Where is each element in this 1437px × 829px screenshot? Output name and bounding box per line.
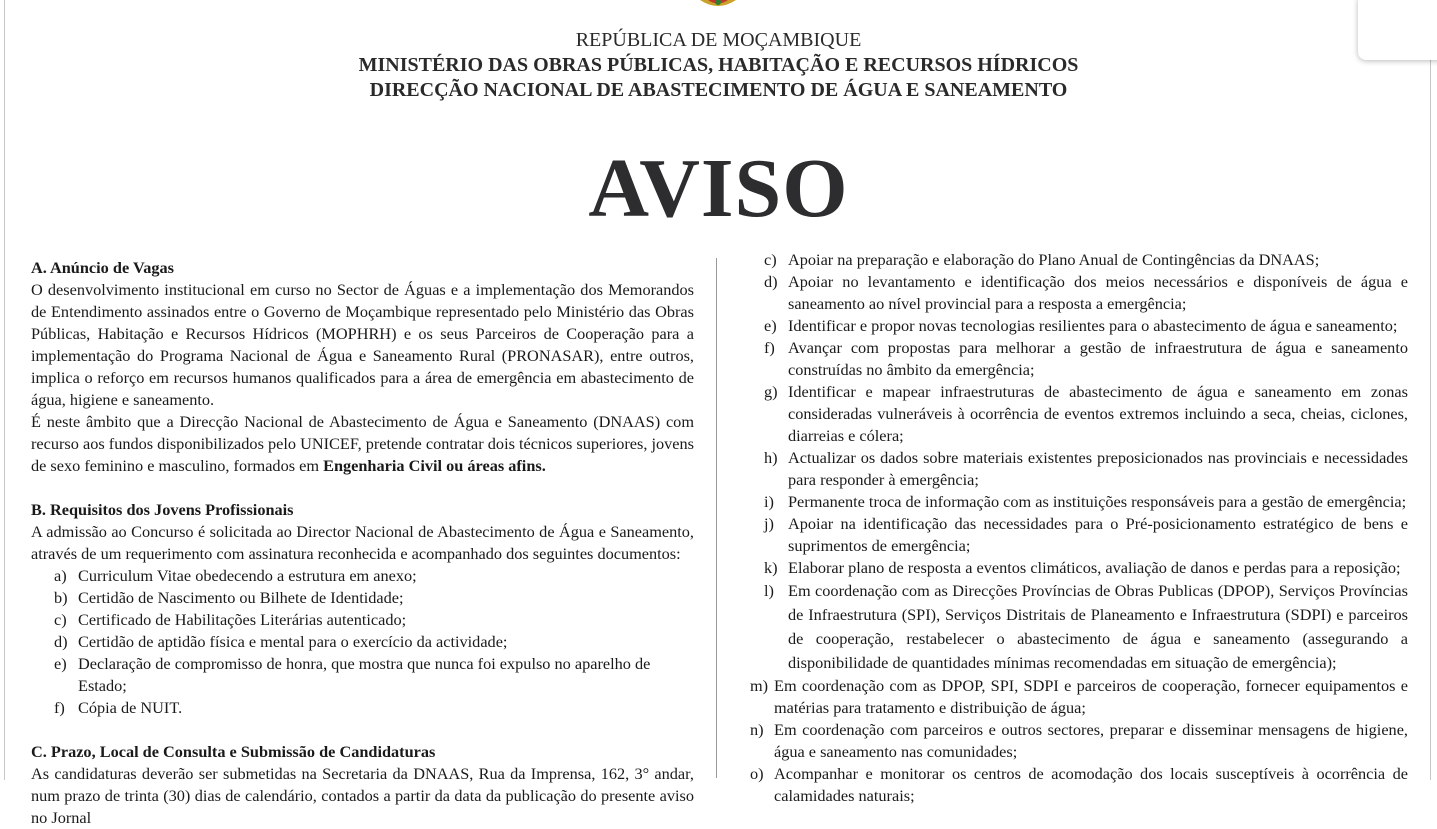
list-item-text: Em coordenação com as DPOP, SPI, SDPI e parceiros de cooperação, fornecer equipamentos e matérias para tratamento e distribuição de água; [774, 676, 1408, 717]
list-item [31, 609, 694, 631]
header-ministry: MINISTÉRIO DAS OBRAS PÚBLICAS, HABITAÇÃO E RECURSOS HÍDRICOS [358, 54, 1079, 76]
list-marker: f) [54, 698, 65, 717]
header-republic: REPÚBLICA DE MOÇAMBIQUE [575, 29, 862, 51]
list-marker: o) [750, 764, 764, 783]
page-title: AVISO [588, 142, 849, 235]
header-directorate: DIRECÇÃO NACIONAL DE ABASTECIMENTO DE ÁGUA E SANEAMENTO [369, 79, 1068, 101]
list-item [750, 337, 1408, 381]
list-item-text: Em coordenação com as Direcções Províncias de Obras Publicas (DPOP), Serviços Províncias de Infraestrutura (SPI), Serviços Distritais de Planeamento e Infraestrutura (SDPI) e parceiros de cooperação, restabelecer o abastecimento de água e saneamento (assegurando a disponibilidade de quantidades mínimas recomendadas em situação de emergência); [788, 581, 1408, 672]
list-item-text: Certidão de aptidão física e mental para o exercício da actividade; [78, 632, 508, 651]
section-b-intro: A admissão ao Concurso é solicitada ao Director Nacional de Abastecimento de Água e Saneamento, através de um requerimento com assinatura reconhecida e acompanhado dos seguintes documentos: [31, 522, 694, 563]
list-marker: e) [54, 654, 67, 673]
list-item-text: Cópia de NUIT. [78, 698, 183, 717]
list-item-text: Identificar e mapear infraestruturas de abastecimento de água e saneamento em zonas consideradas vulneráveis à ocorrência de eventos extremos incluindo a seca, cheias, ciclones, diarreias e cólera; [788, 382, 1408, 445]
list-item [750, 579, 1408, 675]
section-a-paragraph-2-text: É neste âmbito que a Direcção Nacional de Abastecimento de Água e Saneamento (DNAAS) com recurso aos fundos disponibilizados pelo UNICEF, pretende contratar dois técnicos superiores, jovens de sexo feminino e masculino, formados em [31, 412, 694, 475]
list-item-text: Apoiar no levantamento e identificação dos meios necessários e disponíveis de água e saneamento ao nível provincial para a resposta a emergência; [788, 272, 1408, 313]
section-a-paragraph-1: O desenvolvimento institucional em curso no Sector de Águas e a implementação dos Memorandos de Entendimento assinados entre o Governo de Moçambique representado pelo Ministério das Obras Públicas, Habitação e Recursos Hídricos (MOPHRH) e os seus Parceiros de Cooperação para a implementação do Programa Nacional de Água e Saneamento Rural (PRONASAR), entre outros, implica o reforço em recursos humanos qualificados para a área de emergência em abastecimento de água, higiene e saneamento. [31, 280, 694, 409]
list-item [750, 719, 1408, 763]
list-marker: m) [750, 676, 769, 695]
list-item-text: Em coordenação com parceiros e outros sectores, preparar e disseminar mensagens de higiene, água e saneamento nas comunidades; [774, 720, 1408, 761]
list-item-text: Certificado de Habilitações Literárias autenticado; [78, 610, 407, 629]
list-marker: d) [764, 272, 778, 291]
list-marker: j) [764, 514, 774, 533]
list-marker: c) [54, 610, 67, 629]
list-item-text: Identificar e propor novas tecnologias resilientes para o abastecimento de água e saneamento; [788, 316, 1398, 335]
list-item-text: Avançar com propostas para melhorar a gestão de infraestrutura de água e saneamento construídas no âmbito da emergência; [788, 338, 1408, 379]
list-marker: k) [764, 558, 778, 577]
list-item-text: Actualizar os dados sobre materiais existentes preposicionados nas provinciais e necessidades para responder à emergência; [788, 448, 1408, 489]
list-item [750, 381, 1408, 447]
list-item-text: Acompanhar e monitorar os centros de acomodação dos locais susceptíveis à ocorrência de calamidades naturais; [774, 764, 1408, 805]
section-c-paragraph: As candidaturas deverão ser submetidas na Secretaria da DNAAS, Rua da Imprensa, 162, 3° andar, num prazo de trinta (30) dias de calendário, contados a partir da data da publicação do presente aviso no Jornal [31, 764, 694, 827]
list-item [750, 675, 1408, 719]
list-item-text: Permanente troca de informação com as instituições responsáveis para a gestão de emergência; [788, 492, 1407, 511]
section-b-title: B. Requisitos dos Jovens Profissionais [31, 500, 294, 519]
list-item-text: Apoiar na identificação das necessidades para o Pré-posicionamento estratégico de bens e suprimentos de emergência; [788, 514, 1408, 555]
list-item [750, 447, 1408, 491]
list-item-text: Declaração de compromisso de honra, que mostra que nunca foi expulso no aparelho de Estado; [78, 654, 651, 695]
list-item [31, 631, 694, 653]
left-column [31, 257, 694, 829]
list-item [750, 513, 1408, 557]
list-marker: b) [54, 588, 68, 607]
list-item [750, 557, 1408, 579]
list-marker: h) [764, 448, 778, 467]
list-item [750, 271, 1408, 315]
list-item [31, 653, 694, 697]
section-a-paragraph-2 [31, 411, 694, 477]
list-marker: f) [764, 338, 775, 357]
list-marker: e) [764, 316, 777, 335]
list-item-text: Apoiar na preparação e elaboração do Plano Anual de Contingências da DNAAS; [788, 250, 1320, 269]
national-emblem-icon [696, 0, 740, 9]
list-item [750, 315, 1408, 337]
list-marker: c) [764, 250, 777, 269]
list-item-text: Elaborar plano de resposta a eventos climáticos, avaliação de danos e perdas para a reposição; [788, 558, 1401, 577]
list-item [750, 491, 1408, 513]
list-item-text: Certidão de Nascimento ou Bilhete de Identidade; [78, 588, 404, 607]
list-marker: a) [54, 566, 67, 585]
section-c-title: C. Prazo, Local de Consulta e Submissão de Candidaturas [31, 742, 436, 761]
list-item [31, 697, 694, 719]
list-item [750, 249, 1408, 271]
section-a-title: A. Anúncio de Vagas [31, 258, 174, 277]
column-divider [716, 258, 717, 778]
list-marker: d) [54, 632, 68, 651]
responsibilities-list [750, 249, 1408, 807]
list-marker: i) [764, 492, 774, 511]
list-item [31, 565, 694, 587]
list-marker: l) [764, 581, 774, 600]
list-marker: n) [750, 720, 764, 739]
right-column [750, 249, 1408, 807]
section-b-document-list [31, 565, 694, 719]
list-item [31, 587, 694, 609]
list-marker: g) [764, 382, 778, 401]
section-a-paragraph-2-bold: Engenharia Civil ou áreas afins. [323, 456, 546, 475]
list-item-text: Curriculum Vitae obedecendo a estrutura em anexo; [78, 566, 417, 585]
